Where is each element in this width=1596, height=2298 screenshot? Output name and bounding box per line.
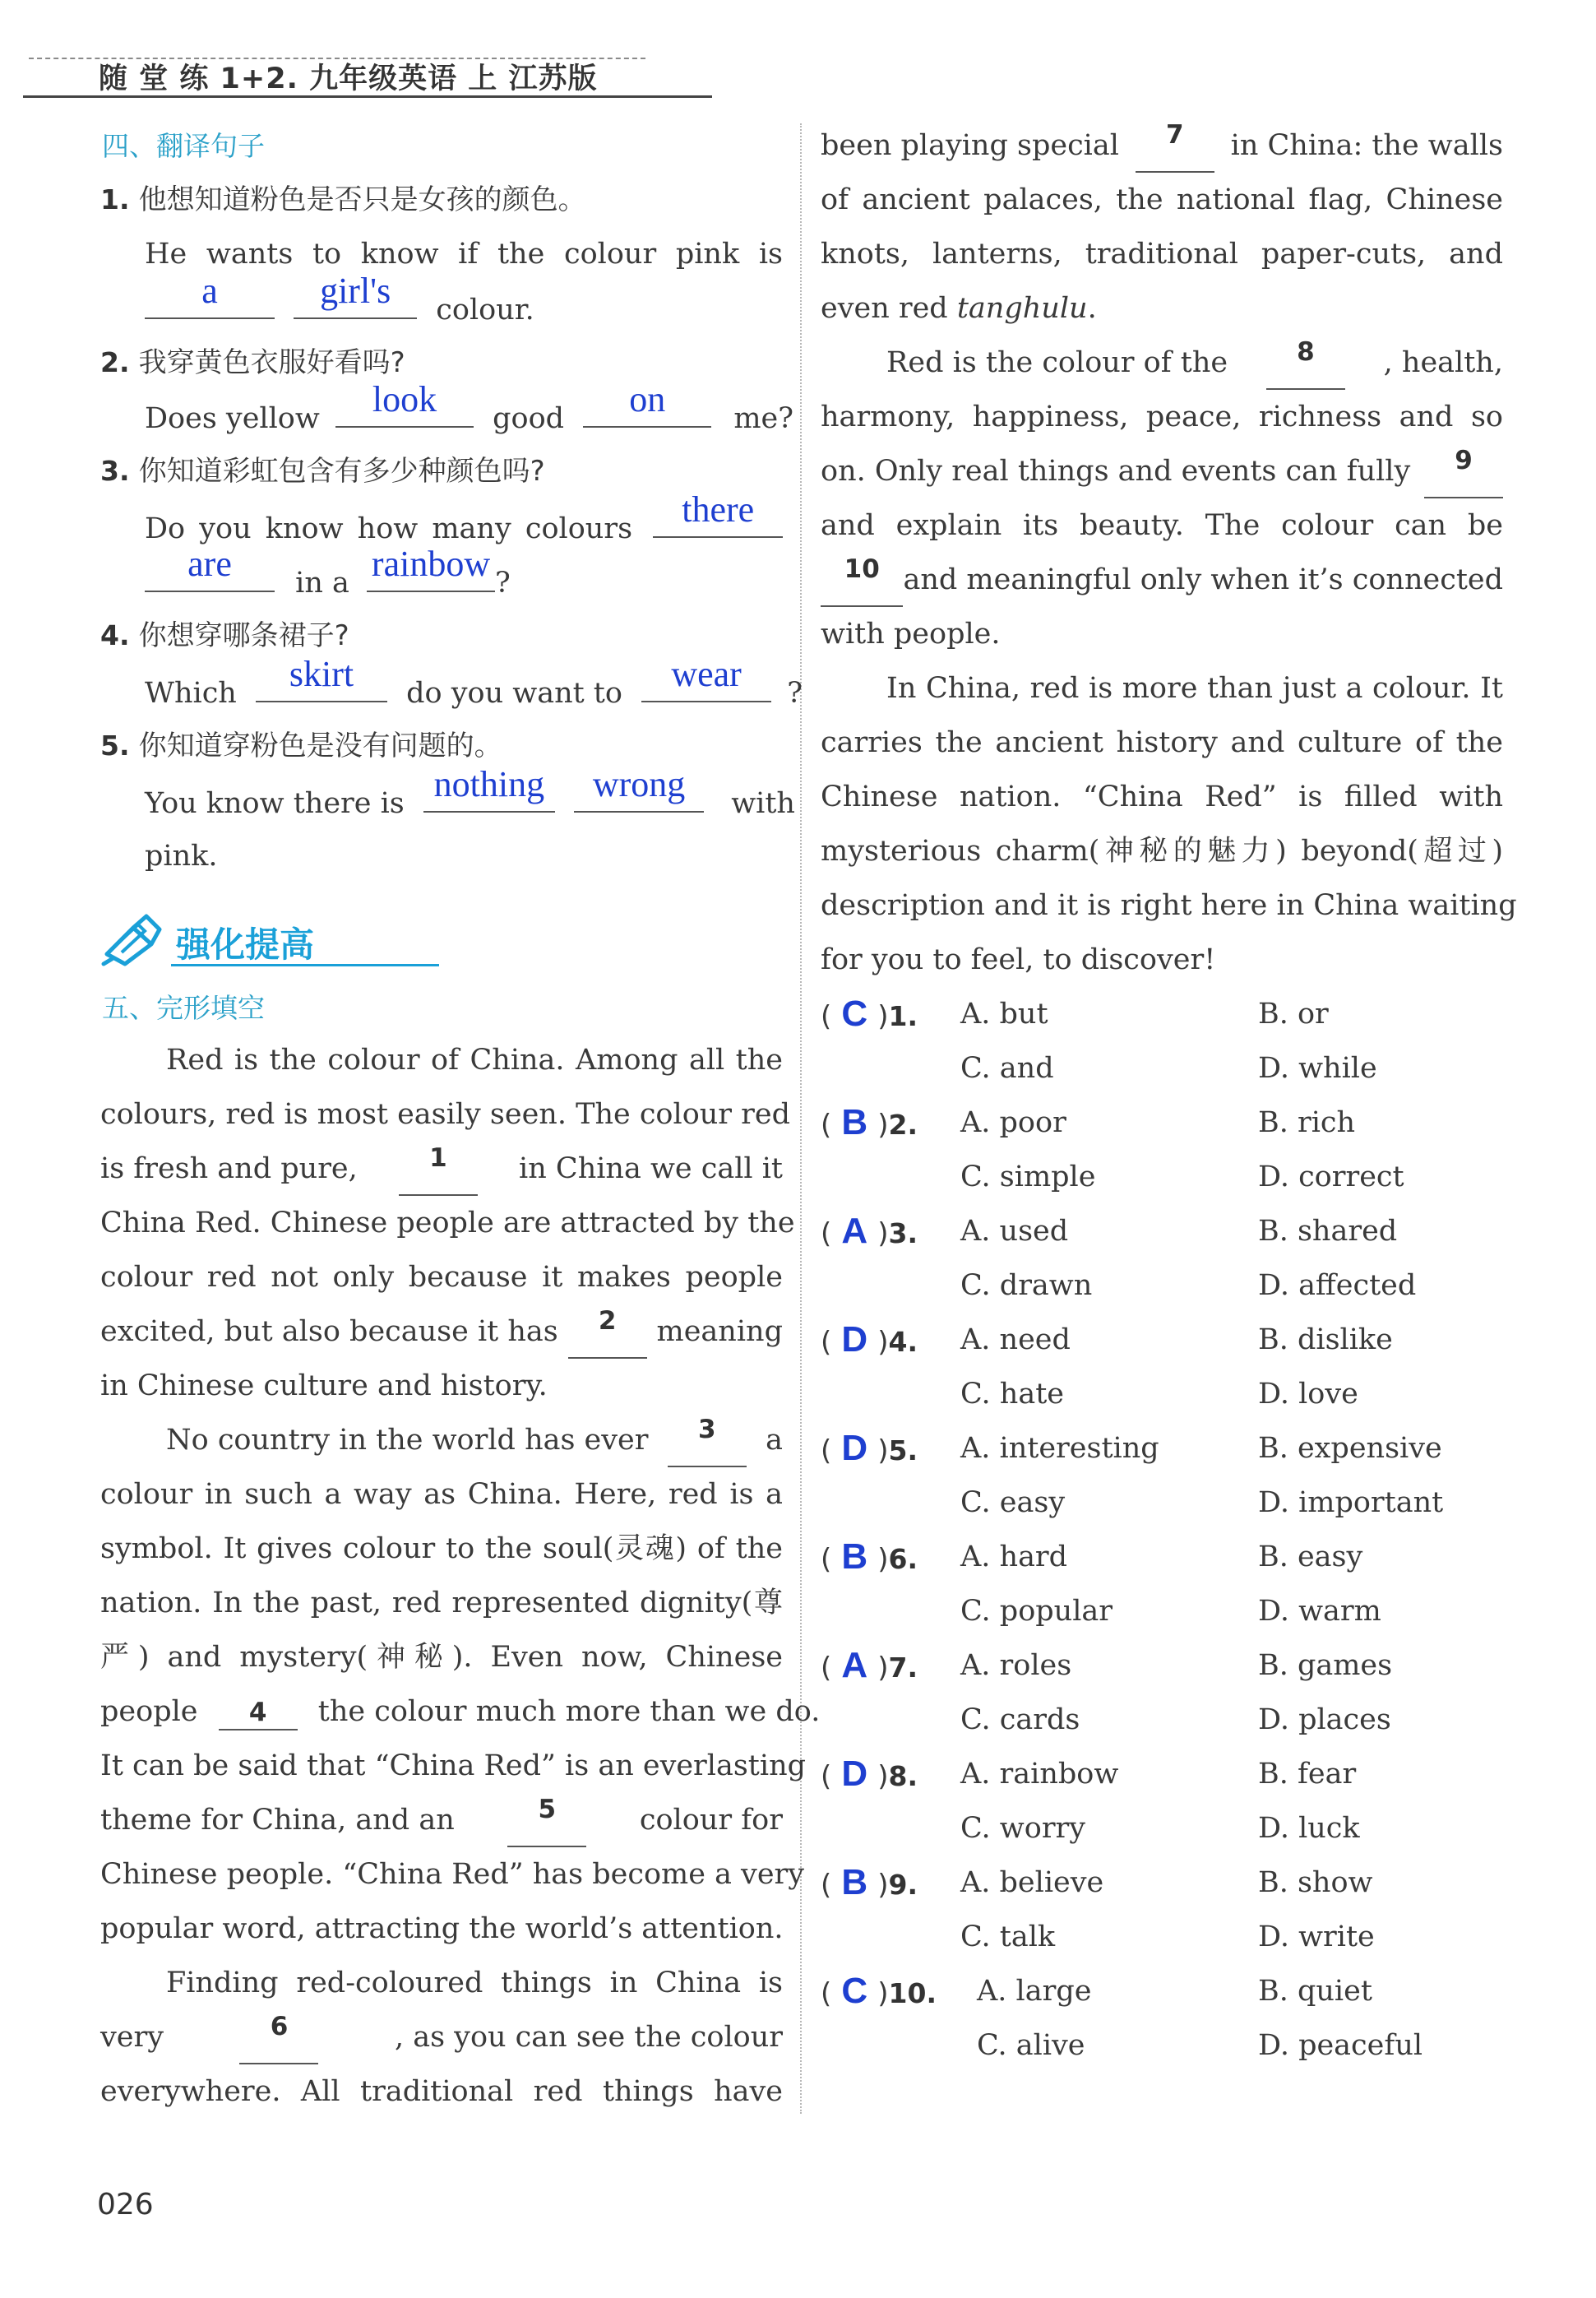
close-paren: ) <box>877 1869 889 1902</box>
passage-text: Red is the colour of the <box>886 346 1228 379</box>
option-a[interactable]: A. but <box>960 998 1048 1031</box>
passage-line: with people. <box>821 618 1001 651</box>
question-answer: B <box>841 1862 868 1902</box>
question-number: 1. <box>888 1000 918 1032</box>
close-paren: ) <box>877 1109 889 1142</box>
passage-line <box>821 118 1503 173</box>
passage-text: the colour much more than we do. <box>317 1695 821 1728</box>
close-paren: ) <box>877 1760 889 1793</box>
passage-text: is fresh and pure, <box>100 1152 358 1185</box>
option-b[interactable]: B. quiet <box>1258 1975 1372 2008</box>
q3-zh-text: 你知道彩虹包含有多少种颜色吗? <box>138 455 545 488</box>
passage-line: mysterious charm(神秘的魅力) beyond(超过) <box>821 835 1503 868</box>
passage-line: popular word, attracting the world’s attention. <box>100 1912 784 1945</box>
option-d[interactable]: D. affected <box>1258 1269 1417 1302</box>
passage-line: colour red not only because it makes people <box>100 1261 783 1294</box>
q4-english-line <box>145 654 803 720</box>
passage-text: colour for <box>639 1804 783 1837</box>
question-2-answer-slot[interactable] <box>821 1096 918 1152</box>
question-answer: A <box>841 1645 868 1685</box>
q5-zh-text: 你知道穿粉色是没有问题的。 <box>138 730 502 762</box>
cloze-blank-8[interactable]: 8 <box>1266 336 1345 390</box>
passage-line <box>821 281 1503 336</box>
q1-english-end: colour. <box>436 294 534 327</box>
open-paren: ( <box>821 1000 832 1033</box>
q5-answer-1: nothing <box>433 764 545 804</box>
q5-blank-2[interactable] <box>574 764 704 813</box>
option-c[interactable]: C. worry <box>960 1812 1086 1845</box>
q2-english-a: Does yellow <box>145 402 320 435</box>
option-a[interactable]: A. large <box>977 1975 1092 2008</box>
close-paren: ) <box>877 1326 889 1359</box>
open-paren: ( <box>821 1109 832 1142</box>
q3-english-a: Do you know how many colours <box>145 512 633 545</box>
option-b[interactable]: B. shared <box>1258 1215 1398 1248</box>
option-b[interactable]: B. games <box>1258 1649 1393 1682</box>
passage-line: harmony, happiness, peace, richness and so <box>821 401 1503 433</box>
q2-english-c: me? <box>733 402 794 435</box>
q3-blank-2[interactable] <box>145 544 275 592</box>
option-d[interactable]: D. correct <box>1258 1161 1404 1193</box>
close-paren: ) <box>877 1543 889 1576</box>
option-c[interactable]: C. drawn <box>960 1269 1093 1302</box>
option-b[interactable]: B. expensive <box>1258 1432 1442 1465</box>
cloze-blank-3[interactable]: 3 <box>668 1413 747 1467</box>
question-answer: D <box>841 1754 868 1794</box>
passage-line: symbol. It gives colour to the soul(灵魂) of the <box>100 1532 783 1565</box>
option-b[interactable]: B. fear <box>1258 1758 1357 1791</box>
passage-line: carries the ancient history and culture of the <box>821 726 1503 759</box>
passage-text: been playing special <box>821 129 1119 162</box>
passage-text: very <box>100 2021 164 2054</box>
question-number: 9. <box>888 1869 918 1901</box>
option-a[interactable]: A. roles <box>960 1649 1072 1682</box>
q4-number: 4. <box>100 619 130 651</box>
option-b[interactable]: B. dislike <box>1258 1323 1393 1356</box>
q3-blank-1[interactable] <box>653 489 783 538</box>
passage-line: 严) and mystery(神秘). Even now, Chinese <box>100 1641 783 1674</box>
q3-answer-2: are <box>187 544 232 584</box>
open-paren: ( <box>821 1760 832 1793</box>
question-3-answer-slot[interactable] <box>821 1204 918 1261</box>
q2-english-line <box>145 379 794 446</box>
passage-line: description and it is right here in China waiting <box>821 889 1517 922</box>
question-4-answer-slot[interactable] <box>821 1313 918 1369</box>
option-c[interactable]: C. cards <box>960 1703 1080 1736</box>
option-a[interactable]: A. need <box>960 1323 1071 1356</box>
passage-text: theme for China, and an <box>100 1804 455 1837</box>
q3-blank-3[interactable] <box>367 544 495 592</box>
q4-blank-1[interactable] <box>256 654 387 702</box>
q2-answer-1: look <box>372 379 437 419</box>
passage-line: and explain its beauty. The colour can be <box>821 509 1503 542</box>
q1-english-line: He wants to know if the colour pink is <box>145 238 783 271</box>
question-answer: C <box>841 994 868 1034</box>
question-5-answer-slot[interactable] <box>821 1421 918 1478</box>
question-number: 4. <box>888 1326 918 1358</box>
passage-line <box>100 1304 783 1359</box>
option-d[interactable]: D. important <box>1258 1486 1444 1519</box>
q1-answer-line <box>145 271 534 337</box>
option-b[interactable]: B. show <box>1258 1866 1373 1899</box>
passage-text: , health, <box>1383 346 1503 379</box>
option-b[interactable]: B. or <box>1258 998 1329 1031</box>
q3-chinese <box>100 444 783 498</box>
passage-text: a <box>766 1424 783 1457</box>
option-b[interactable]: B. rich <box>1258 1106 1356 1139</box>
open-paren: ( <box>821 1326 832 1359</box>
option-d[interactable]: D. luck <box>1258 1812 1360 1845</box>
q5-number: 5. <box>100 730 130 762</box>
q1-answer-1: a <box>201 271 218 311</box>
passage-text: and meaningful only when it’s connected <box>903 563 1503 596</box>
open-paren: ( <box>821 1869 832 1902</box>
q2-zh-text: 我穿黄色衣服好看吗? <box>138 346 405 379</box>
open-paren: ( <box>821 1434 832 1467</box>
option-a[interactable]: A. believe <box>960 1866 1104 1899</box>
q1-blank-1[interactable] <box>145 271 275 319</box>
q5-blank-1[interactable] <box>423 764 555 813</box>
q4-english-c: ? <box>787 677 803 710</box>
q5-english-line <box>145 764 795 831</box>
option-a[interactable]: A. rainbow <box>960 1758 1119 1791</box>
q5-answer-2: wrong <box>592 764 686 804</box>
q3-answer-3: rainbow <box>371 544 491 584</box>
q1-blank-2[interactable] <box>294 271 417 319</box>
banner-underline <box>171 964 439 966</box>
close-paren: ) <box>877 1000 889 1033</box>
cloze-blank-4[interactable]: 4 <box>219 1696 298 1730</box>
question-answer: A <box>841 1211 868 1251</box>
q3-english-b: in a <box>295 567 349 600</box>
option-d[interactable]: D. write <box>1258 1920 1375 1953</box>
passage-line: colour in such a way as China. Here, red is a <box>100 1478 783 1511</box>
question-number: 5. <box>888 1434 918 1466</box>
question-7-answer-slot[interactable] <box>821 1638 918 1695</box>
q1-chinese <box>100 173 783 227</box>
passage-line <box>821 553 1503 607</box>
option-a[interactable]: A. hard <box>960 1540 1068 1573</box>
question-6-answer-slot[interactable] <box>821 1530 918 1587</box>
passage-line <box>886 336 1503 390</box>
q3-english-c: ? <box>495 567 511 600</box>
passage-text: meaning <box>656 1315 783 1348</box>
passage-line: colours, red is most easily seen. The colour red <box>100 1098 791 1131</box>
close-paren: ) <box>877 1977 889 2010</box>
page-number: 026 <box>97 2188 154 2222</box>
passage-line: in Chinese culture and history. <box>100 1369 548 1402</box>
q4-english-b: do you want to <box>406 677 622 710</box>
option-c[interactable]: C. simple <box>960 1161 1096 1193</box>
passage-line <box>100 1142 783 1196</box>
q5-english-b: with <box>731 787 795 820</box>
q5-english-end: pink. <box>145 840 218 873</box>
passage-line: of ancient palaces, the national flag, Chinese <box>821 183 1503 216</box>
option-c[interactable]: C. hate <box>960 1378 1064 1411</box>
question-number: 8. <box>888 1760 918 1792</box>
cloze-blank-2[interactable]: 2 <box>568 1304 647 1359</box>
q3-english-line-2 <box>145 544 511 610</box>
q2-blank-2[interactable] <box>583 379 711 428</box>
q2-answer-2: on <box>629 379 666 419</box>
open-paren: ( <box>821 1652 832 1684</box>
cloze-blank-10[interactable]: 10 <box>821 553 903 607</box>
passage-text: No country in the world has ever <box>166 1424 649 1457</box>
open-paren: ( <box>821 1543 832 1576</box>
option-d[interactable]: D. love <box>1258 1378 1358 1411</box>
passage-text: in China we call it <box>519 1152 783 1185</box>
section-4-title: 四、翻译句子 <box>102 130 265 162</box>
passage-text: in China: the walls <box>1230 129 1503 162</box>
question-answer: D <box>841 1428 868 1468</box>
passage-text: on. Only real things and events can fully <box>821 455 1411 488</box>
banner-title: 强化提高 <box>176 924 315 965</box>
passage-text: even red <box>821 292 948 325</box>
cloze-blank-7[interactable]: 7 <box>1136 118 1214 173</box>
option-c[interactable]: C. popular <box>960 1595 1113 1628</box>
option-c[interactable]: C. talk <box>960 1920 1056 1953</box>
passage-line: In China, red is more than just a colour. It <box>886 672 1503 705</box>
section-5-title: 五、完形填空 <box>102 992 265 1024</box>
column-separator <box>800 123 802 2114</box>
passage-text: , as you can see the colour <box>394 2021 783 2054</box>
open-paren: ( <box>821 1977 832 2010</box>
option-c[interactable]: C. and <box>960 1052 1054 1085</box>
q3-number: 3. <box>100 455 130 487</box>
passage-italic-word: tanghulu <box>956 292 1088 325</box>
option-d[interactable]: D. peaceful <box>1258 2029 1423 2062</box>
passage-line <box>166 1413 783 1467</box>
question-number: 6. <box>888 1543 918 1575</box>
q4-english-a: Which <box>145 677 237 710</box>
cloze-blank-6[interactable]: 6 <box>239 2010 318 2064</box>
q4-blank-2[interactable] <box>641 654 771 702</box>
q5-english-a: You know there is <box>145 787 405 820</box>
option-a[interactable]: A. interesting <box>960 1432 1159 1465</box>
question-10-answer-slot[interactable] <box>821 1964 937 2021</box>
passage-line: nation. In the past, red represented dignity(尊 <box>100 1587 783 1619</box>
passage-line <box>100 2010 783 2064</box>
question-8-answer-slot[interactable] <box>821 1747 918 1804</box>
passage-line: It can be said that “China Red” is an everlasting <box>100 1749 807 1782</box>
passage-text: excited, but also because it has <box>100 1315 558 1348</box>
question-1-answer-slot[interactable] <box>821 987 918 1044</box>
passage-line: China Red. Chinese people are attracted by the <box>100 1207 795 1239</box>
q2-number: 2. <box>100 346 130 378</box>
question-answer: C <box>841 1971 868 2011</box>
passage-line: Finding red-coloured things in China is <box>166 1967 783 1999</box>
cloze-blank-5[interactable]: 5 <box>507 1793 586 1847</box>
passage-line: Chinese people. “China Red” has become a very <box>100 1858 805 1891</box>
q4-zh-text: 你想穿哪条裙子? <box>138 619 349 652</box>
q3-answer-1: there <box>682 489 755 530</box>
question-answer: B <box>841 1536 868 1577</box>
q2-english-b: good <box>493 402 565 435</box>
passage-line <box>100 1793 783 1847</box>
q4-answer-2: wear <box>671 654 742 694</box>
option-d[interactable]: D. while <box>1258 1052 1377 1085</box>
passage-line: everywhere. All traditional red things have <box>100 2075 783 2108</box>
q4-answer-1: skirt <box>289 654 354 694</box>
q1-zh-text: 他想知道粉色是否只是女孩的颜色。 <box>138 183 586 216</box>
passage-text: . <box>1087 292 1097 325</box>
passage-line <box>100 1684 821 1739</box>
open-paren: ( <box>821 1217 832 1250</box>
passage-line: knots, lanterns, traditional paper-cuts, and <box>821 238 1503 271</box>
close-paren: ) <box>877 1652 889 1684</box>
question-number: 7. <box>888 1652 918 1684</box>
option-a[interactable]: A. poor <box>960 1106 1066 1139</box>
option-c[interactable]: C. easy <box>960 1486 1066 1519</box>
question-answer: D <box>841 1319 868 1360</box>
passage-line: for you to feel, to discover! <box>821 943 1216 976</box>
question-answer: B <box>841 1102 868 1142</box>
header-title: 随 堂 练 1+2. 九年级英语 上 江苏版 <box>99 63 598 95</box>
cloze-blank-1[interactable]: 1 <box>399 1142 478 1196</box>
close-paren: ) <box>877 1434 889 1467</box>
q1-answer-2: girl's <box>320 271 391 311</box>
option-d[interactable]: D. places <box>1258 1703 1391 1736</box>
pencil-book-icon <box>100 913 166 967</box>
option-a[interactable]: A. used <box>960 1215 1069 1248</box>
question-9-answer-slot[interactable] <box>821 1856 918 1912</box>
passage-line: Red is the colour of China. Among all the <box>166 1044 783 1077</box>
question-number: 10. <box>888 1977 937 2009</box>
q2-blank-1[interactable] <box>335 379 474 428</box>
question-number: 2. <box>888 1109 918 1141</box>
header-rule <box>23 95 712 98</box>
passage-line <box>821 444 1503 498</box>
question-number: 3. <box>888 1217 918 1249</box>
passage-text: people <box>100 1695 198 1728</box>
close-paren: ) <box>877 1217 889 1250</box>
option-c[interactable]: C. alive <box>977 2029 1085 2062</box>
option-b[interactable]: B. easy <box>1258 1540 1363 1573</box>
passage-line: Chinese nation. “China Red” is filled with <box>821 781 1503 813</box>
option-d[interactable]: D. warm <box>1258 1595 1381 1628</box>
q1-number: 1. <box>100 183 130 215</box>
cloze-blank-9[interactable]: 9 <box>1424 444 1503 498</box>
